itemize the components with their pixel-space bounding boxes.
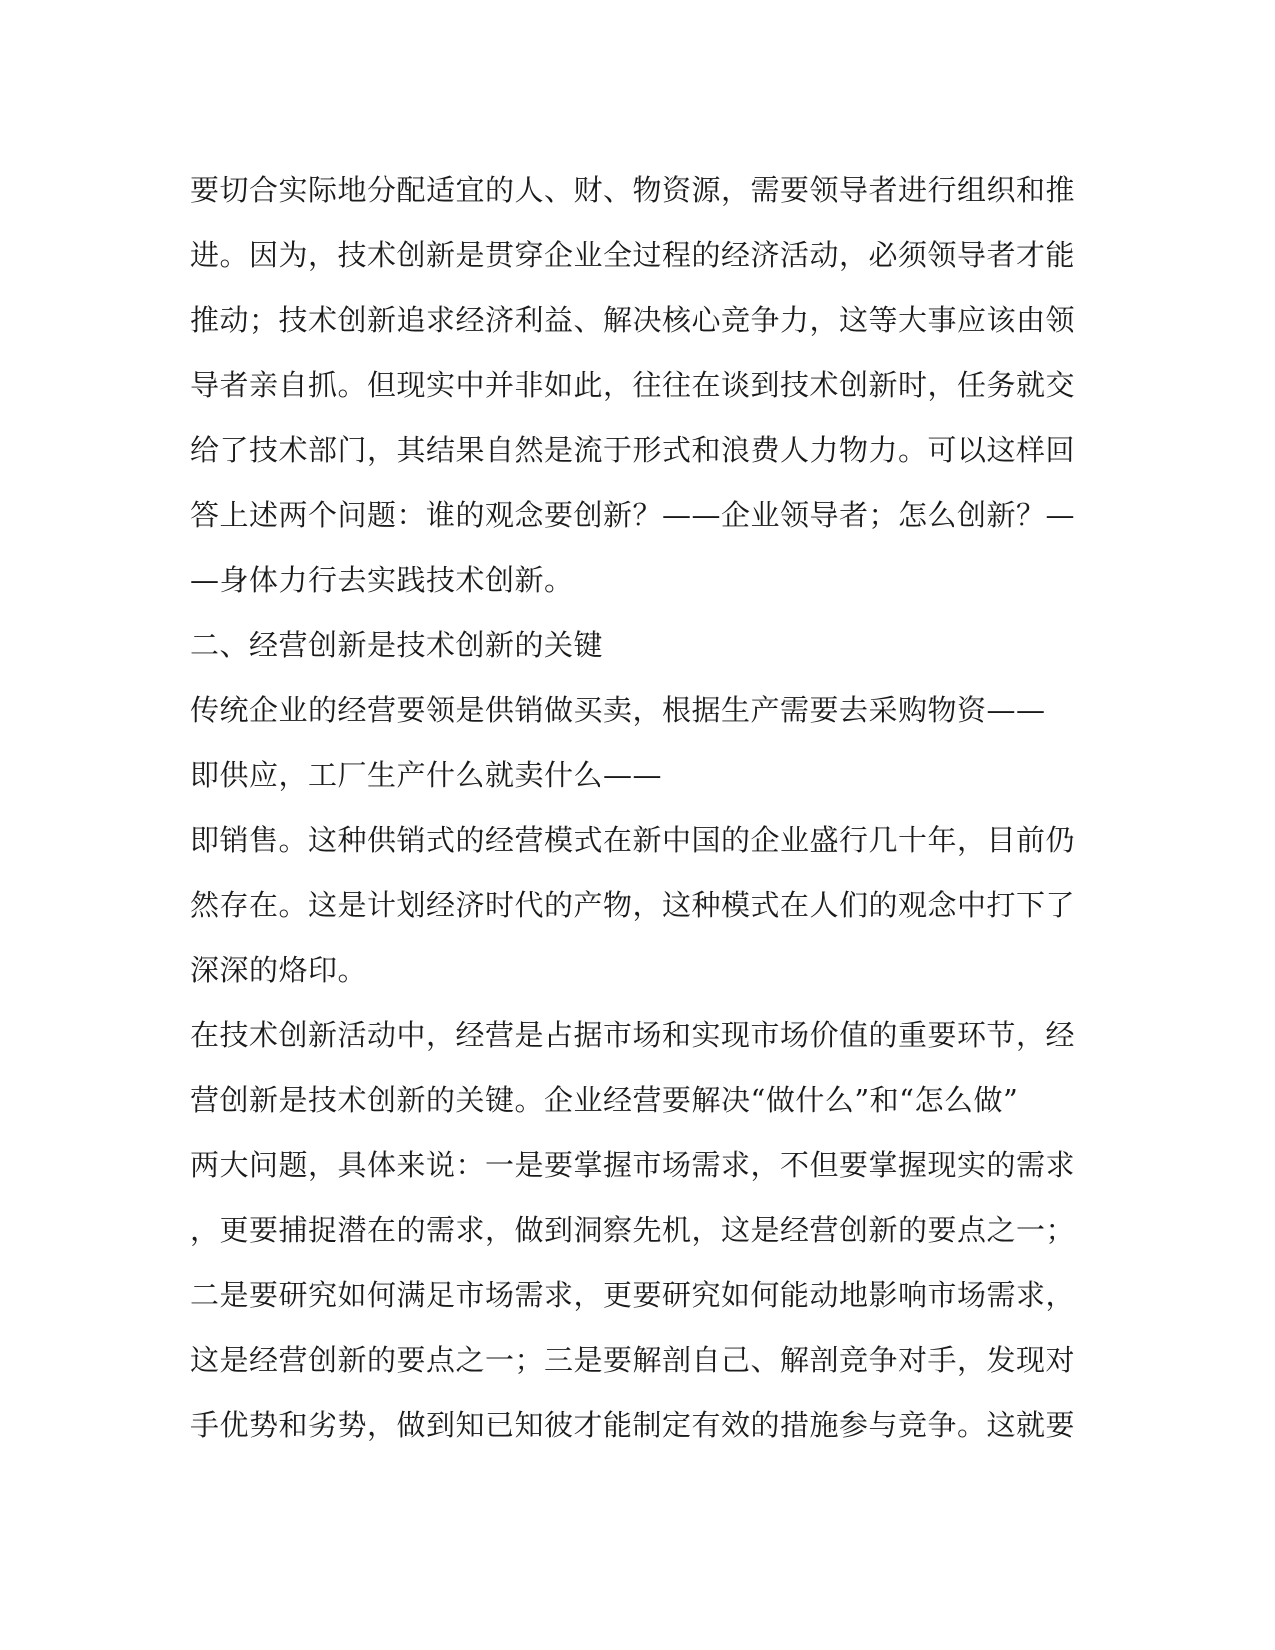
text-line: 深深的烙印。 (190, 953, 368, 987)
text-line: 手优势和劣势，做到知已知彼才能制定有效的措施参与竞争。这就要 (190, 1408, 1076, 1442)
text-line: 两大问题，具体来说：一是要掌握市场需求，不但要掌握现实的需求 (190, 1148, 1076, 1182)
text-line: 传统企业的经营要领是供销做买卖，根据生产需要去采购物资—— (190, 693, 1046, 727)
text-line: 营创新是技术创新的关键。企业经营要解决“做什么”和“怎么做” (190, 1083, 1019, 1117)
text-line: —身体力行去实践技术创新。 (190, 563, 574, 597)
text-line: 二是要研究如何满足市场需求，更要研究如何能动地影响市场需求， (190, 1278, 1076, 1312)
text-line: 导者亲自抓。但现实中并非如此，往往在谈到技术创新时，任务就交 (190, 368, 1076, 402)
text-line: 给了技术部门，其结果自然是流于形式和浪费人力物力。可以这样回 (190, 433, 1076, 467)
text-line: 即销售。这种供销式的经营模式在新中国的企业盛行几十年，目前仍 (190, 823, 1076, 857)
section-heading: 二、经营创新是技术创新的关键 (190, 628, 604, 662)
text-line: 推动；技术创新追求经济利益、解决核心竞争力，这等大事应该由领 (190, 303, 1076, 337)
text-line: 然存在。这是计划经济时代的产物，这种模式在人们的观念中打下了 (190, 888, 1076, 922)
document-body (190, 158, 1076, 1458)
text-line: 这是经营创新的要点之一；三是要解剖自己、解剖竞争对手，发现对 (190, 1343, 1076, 1377)
text-line: 在技术创新活动中，经营是占据市场和实现市场价值的重要环节，经 (190, 1018, 1076, 1052)
text-line: ，更要捕捉潜在的需求，做到洞察先机，这是经营创新的要点之一； (190, 1213, 1076, 1247)
text-line: 进。因为，技术创新是贯穿企业全过程的经济活动，必须领导者才能 (190, 238, 1076, 272)
text-line: 即供应，工厂生产什么就卖什么—— (190, 758, 663, 792)
text-line: 答上述两个问题：谁的观念要创新？——企业领导者；怎么创新？— (190, 498, 1076, 532)
text-line: 要切合实际地分配适宜的人、财、物资源，需要领导者进行组织和推 (190, 173, 1076, 207)
